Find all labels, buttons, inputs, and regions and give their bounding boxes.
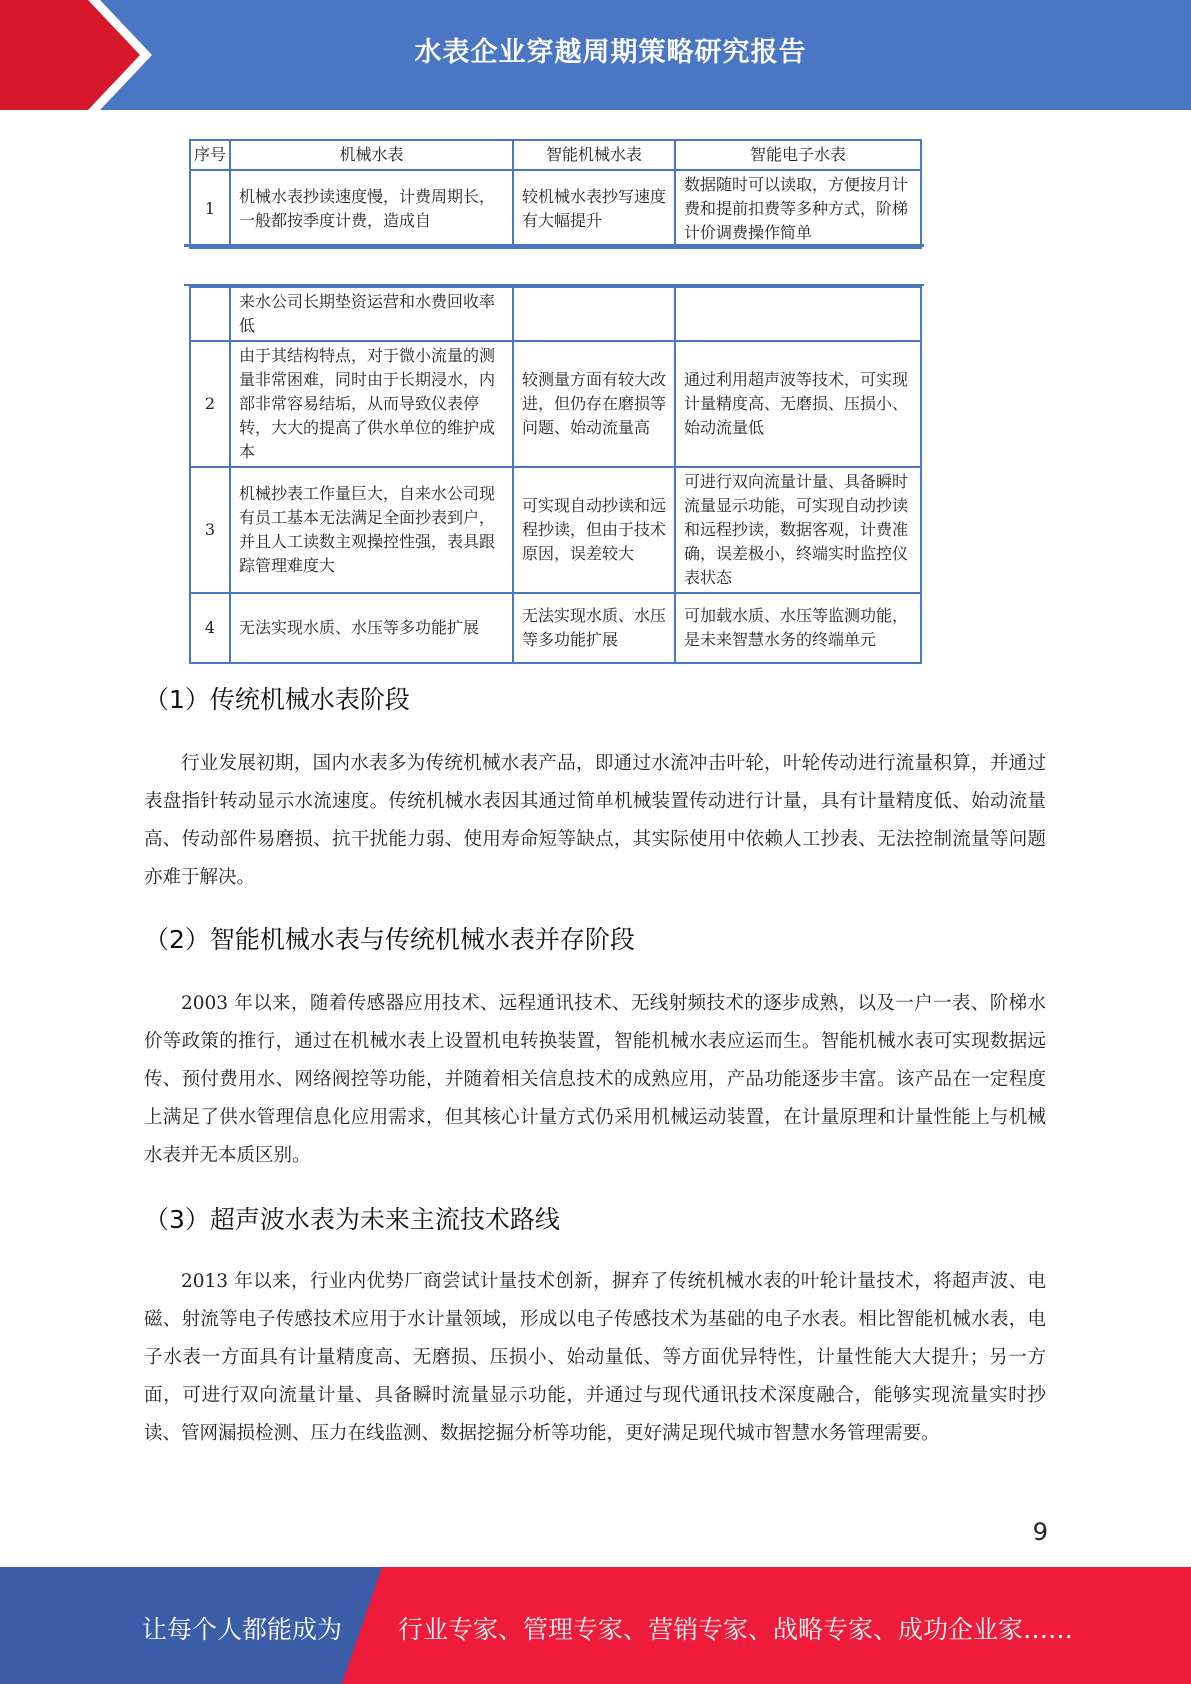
- table-cell: 较测量方面有较大改进，但仍存在磨损等问题、始动流量高: [513, 341, 675, 467]
- table-cell: [675, 287, 921, 341]
- table-cell: 无法实现水质、水压等多功能扩展: [230, 593, 513, 663]
- section-paragraph: 2003 年以来，随着传感器应用技术、远程通讯技术、无线射频技术的逐步成熟，以及一户一表、阶梯水价等政策的推行，通过在机械水表上设置机电转换装置，智能机械水表应运而生。智能机械水表可实现数据远传、预付费用水、网络阀控等功能，并随着相关信息技术的成熟应用，产品功能逐步丰富。该产品在一定程度上满足了供水管理信息化应用需求，但其核心计量方式仍采用机械运动装置，在计量原理和计量性能上与机械水表并无本质区别。: [144, 993, 1046, 1166]
- table-cell: 可实现自动抄读和远程抄读，但由于技术原因，误差较大: [513, 467, 675, 593]
- table-row: [190, 341, 921, 467]
- page-number: 9: [1032, 1518, 1048, 1546]
- table-cell: 较机械水表抄写速度有大幅提升: [513, 170, 675, 248]
- table-cell: 无法实现水质、水压等多功能扩展: [513, 593, 675, 663]
- table-cell: 来水公司长期垫资运营和水费回收率低: [230, 287, 513, 341]
- table-row: [190, 467, 921, 593]
- comparison-table-part2: [189, 286, 922, 664]
- table-cell: 通过利用超声波等技术，可实现计量精度高、无磨损、压损小、始动流量低: [675, 341, 921, 467]
- page-header: [0, 0, 1191, 110]
- table-header-cell: 序号: [190, 140, 230, 170]
- table-cell: 数据随时可以读取，方便按月计费和提前扣费等多种方式，阶梯计价调费操作简单: [675, 170, 921, 248]
- table-header-cell: 机械水表: [230, 140, 513, 170]
- document-title: 水表企业穿越周期策略研究报告: [414, 37, 807, 68]
- section-paragraph: 2013 年以来，行业内优势厂商尝试计量技术创新，摒弃了传统机械水表的叶轮计量技术，将超声波、电磁、射流等电子传感技术应用于水计量领域，形成以电子传感技术为基础的电子水表。相比智能机械水表，电子水表一方面具有计量精度高、无磨损、压损小、始动量低、等方面优异特性，计量性能大大提升；另一方面，可进行双向流量计量、具备瞬时流量显示功能，并通过与现代通讯技术深度融合，能够实现流量实时抄读、管网漏损检测、压力在线监测、数据挖掘分析等功能，更好满足现代城市智慧水务管理需要。: [144, 1271, 1046, 1444]
- table-cell: 可加载水质、水压等监测功能，是未来智慧水务的终端单元: [675, 593, 921, 663]
- table-cell: 由于其结构特点，对于微小流量的测量非常困难，同时由于长期浸水，内部非常容易结垢，从而导致仪表停转，大大的提高了供水单位的维护成本: [230, 341, 513, 467]
- section-heading: （3）超声波水表为未来主流技术路线: [144, 1205, 560, 1234]
- footer-slogan-right: 行业专家、管理专家、营销专家、战略专家、成功企业家……: [398, 1615, 1074, 1644]
- table-cell: 机械水表抄读速度慢，计费周期长，一般都按季度计费，造成自: [230, 170, 513, 248]
- table-cell: 可进行双向流量计量、具备瞬时流量显示功能，可实现自动抄读和远程抄读，数据客观，计费准确，误差极小，终端实时监控仪表状态: [675, 467, 921, 593]
- table-cell: 机械抄表工作量巨大，自来水公司现有员工基本无法满足全面抄表到户，并且人工读数主观操控性强，表具跟踪管理难度大: [230, 467, 513, 593]
- section-heading: （1）传统机械水表阶段: [144, 685, 410, 714]
- section-heading: （2）智能机械水表与传统机械水表并存阶段: [144, 925, 635, 954]
- table-header-cell: 智能电子水表: [675, 140, 921, 170]
- row-number: 3: [190, 467, 230, 593]
- table-row: [190, 593, 921, 663]
- row-number: 2: [190, 341, 230, 467]
- footer-slogan-left: 让每个人都能成为: [142, 1615, 343, 1644]
- row-number: 1: [190, 170, 230, 248]
- table-row: [190, 287, 921, 341]
- table-divider: [184, 244, 924, 247]
- row-number: 4: [190, 593, 230, 663]
- table-row: [190, 170, 921, 248]
- table-cell: [513, 287, 675, 341]
- section-paragraph: 行业发展初期，国内水表多为传统机械水表产品，即通过水流冲击叶轮，叶轮传动进行流量积算，并通过表盘指针转动显示水流速度。传统机械水表因其通过简单机械装置传动进行计量，具有计量精度低、始动流量高、传动部件易磨损、抗干扰能力弱、使用寿命短等缺点，其实际使用中依赖人工抄表、无法控制流量等问题亦难于解决。: [144, 753, 1046, 888]
- comparison-table-part1: [189, 139, 922, 249]
- row-number: [190, 287, 230, 341]
- table-header-cell: 智能机械水表: [513, 140, 675, 170]
- table-header-row: [190, 140, 921, 170]
